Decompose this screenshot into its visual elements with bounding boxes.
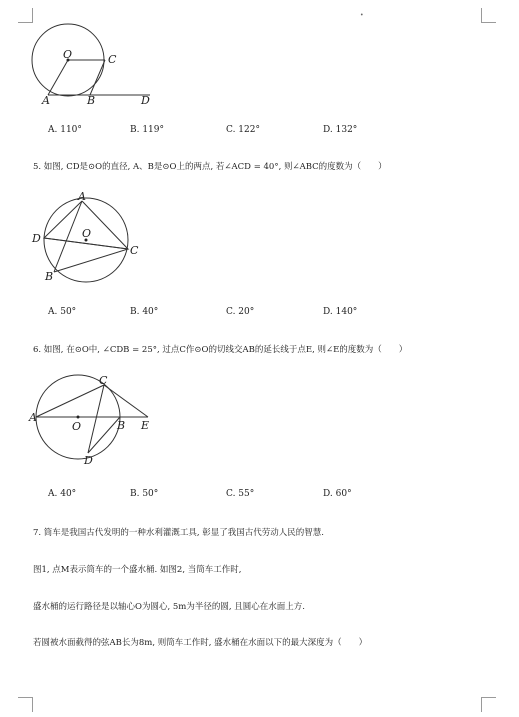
q6-label-c: C (99, 374, 108, 387)
q4-label-d: D (141, 94, 150, 107)
q4-label-o: O (63, 48, 73, 61)
q7-line-2: 图1, 点M表示筒车的一个盛水桶. 如图2, 当筒车工作时, (33, 565, 242, 575)
q6-label-o: O (72, 420, 82, 433)
q5-label-d: D (32, 232, 41, 245)
q4-label-a: A (42, 94, 50, 107)
q6-option-c[interactable]: C. 55° (226, 489, 255, 499)
q5-figure (30, 190, 145, 290)
q6-stem: 6. 如图, 在⊙O中, ∠CDB = 25°, 过点C作⊙O的切线交AB的延长线于点E, 则∠E的度数为（ ） (33, 345, 408, 355)
q7-line-4: 若圆被水面截得的弦AB长为8m, 则筒车工作时, 盛水桶在水面以下的最大深度为（ ） (33, 638, 368, 648)
q4-option-b[interactable]: B. 119° (130, 125, 165, 135)
stray-dot: • (360, 12, 364, 19)
q6-label-d: D (84, 454, 93, 466)
q5-option-d[interactable]: D. 140° (323, 307, 358, 317)
q4-label-b: B (87, 94, 96, 107)
q7-line-1: 7. 筒车是我国古代发明的一种水利灌溉工具, 彰显了我国古代劳动人民的智慧. (33, 528, 324, 538)
crop-mark-top-right (481, 8, 496, 23)
q6-figure (28, 374, 163, 470)
q4-label-c: C (108, 53, 117, 66)
q4-option-c[interactable]: C. 122° (226, 125, 260, 135)
q5-label-o: O (82, 227, 92, 240)
q6-diagram (28, 374, 163, 466)
q4-option-a[interactable]: A. 110° (48, 125, 82, 135)
crop-mark-bottom-left (18, 697, 33, 712)
q4-option-d[interactable]: D. 132° (323, 125, 358, 135)
q5-label-b: B (45, 270, 54, 283)
q4-diagram (30, 22, 160, 108)
q5-diagram (30, 190, 145, 286)
crop-mark-top-left (18, 8, 33, 23)
q4-figure (30, 22, 160, 112)
q5-option-c[interactable]: C. 20° (226, 307, 255, 317)
q5-label-a: A (78, 190, 86, 203)
q6-option-b[interactable]: B. 50° (130, 489, 159, 499)
q6-label-e: E (141, 419, 150, 432)
q6-label-a: A (29, 411, 37, 424)
q5-option-b[interactable]: B. 40° (130, 307, 159, 317)
crop-mark-bottom-right (481, 697, 496, 712)
q6-option-d[interactable]: D. 60° (323, 489, 352, 499)
q5-option-a[interactable]: A. 50° (48, 307, 77, 317)
q5-label-c: C (130, 244, 139, 257)
q5-stem: 5. 如图, CD是⊙O的直径, A、B是⊙O上的两点, 若∠ACD = 40°, 则∠ABC的度数为（ ） (33, 162, 387, 172)
q6-option-a[interactable]: A. 40° (48, 489, 77, 499)
q7-line-3: 盛水桶的运行路径是以轴心O为圆心, 5m为半径的圆, 且圆心在水面上方. (33, 602, 305, 612)
q6-label-b: B (117, 419, 126, 432)
